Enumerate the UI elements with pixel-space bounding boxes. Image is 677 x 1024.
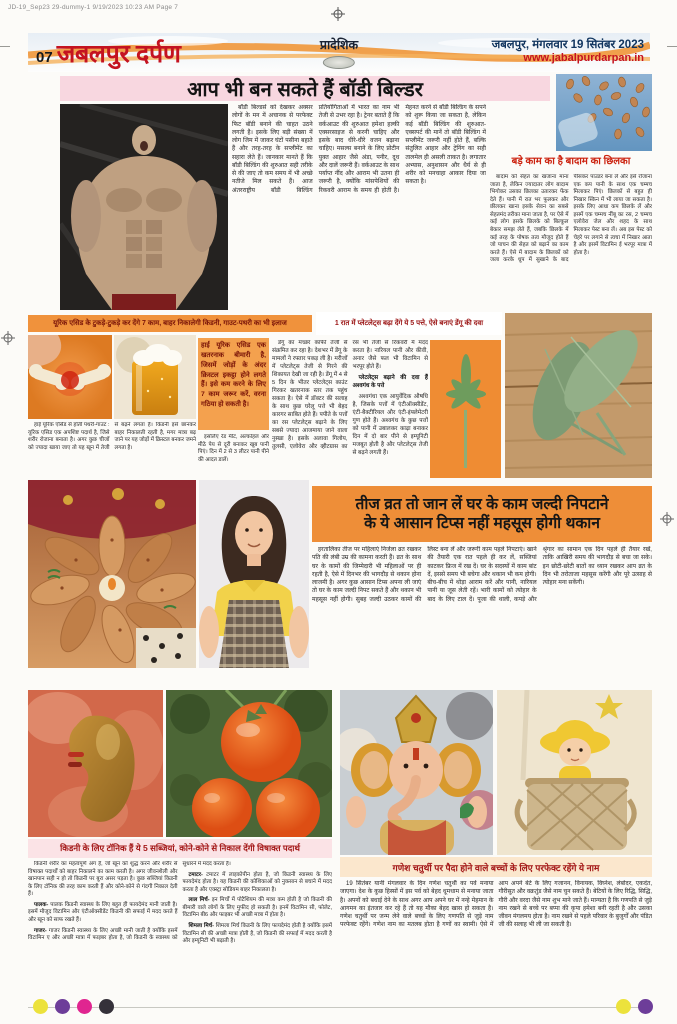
section-title: प्रादेशिक (319, 38, 359, 52)
almond-body-text: बादाम को सेहत का खजाना माना जाता है, लेकिन ज्यादातर लोग बादाम भिगोकर उसका छिलका उतारकर फेंक देते हैं। पानी में रात भर फूलकर और छीलकर खाना इसके सेवन का सबसे सेहतमंद तरीका माना जाता है, पर ऐसे में कई लोग इसके छिलके को बिल्कुल बेकार समझ लेते हैं, जबकि छिलके में कई तरह के पोषक तत्व मौजूद होते हैं जो पाचन की सेहत को बढ़ाने का काम करते हैं। ऐसे में बादाम के छिलकों को जला करके धूप में सुखाने के बाद पीसकर पाउडर बना लें और इसे रोजाना एक कप पानी के साथ एक चम्मच मिलाकर पिएं। छिलकों से बहुत ही निखार स्किन में भी लाया जा सकता है। इसके लिए आधा कप छिलके लें और इसमें एक चम्मच नींबू का रस, 2 चम्मच एलोवेरा जेल और शहद के साथ मिलाकर पेस्ट बना लें। अब इस पेस्ट को चेहरे पर लगाने से त्वचा में निखार आता है और इसमें विटामिन ई भरपूर मात्रा में होता है। (490, 174, 652, 264)
dengue-body-text: डेंगू का मच्छर काफी तेजी से संक्रमित कर रहा है। देशभर में डेंगू के मामलों ने रफ्तार पकड़ ली है। मरीजों में प्लेटलेट्स तेजी से गिरने की शिकायत देखी जा रही है। डेंगू में 4 से 5 दिन के भीतर प्लेटलेट्स काउंट गिरकर खतरनाक स्तर तक पहुंच सकता है। ऐसे में डॉक्टर की सलाह के साथ कुछ घरेलू पत्ते भी बेहद कारगर साबित होते हैं। पपीते के पत्तों का रस प्लेटलेट्स बढ़ाने के लिए सबसे ज्यादा आजमाया जाने वाला नुस्खा है। इसके अलावा गिलोय, तुलसी, एलोवेरा और व्हीटग्रास का रस भी तेजी से रिकवरी में मदद करता है। नारियल पानी और कीवी, अनार जैसे फल भी विटामिन से भरपूर होते हैं। प्लेटलेट्स बढ़ाने की दवा हैं अश्वगंध के पत्ते अश्वगंधा एक आयुर्वेदिक औषधि है, जिसके पत्तों में एंटीऑक्सीडेंट, एंटी-बैक्टीरियल और एंटी-इंफ्लेमेटरी गुण होते हैं। अश्वगंध के कुछ पत्तों को पानी में उबालकर काढ़ा बनाकर दिन में दो बार पीने से इम्यूनिटी मजबूत होती है और प्लेटलेट्स तेजी से बढ़ने लगती हैं। (272, 340, 428, 456)
bottom-rule-line (28, 1007, 652, 1008)
registration-dot-magenta-left (77, 999, 92, 1014)
crop-mark-left (0, 46, 10, 47)
bodybuilder-photo (60, 104, 228, 310)
almond-photo (556, 74, 652, 151)
joint-illustration-photo (28, 335, 112, 419)
crop-mark-right (667, 46, 677, 47)
ganesh-headline: गणेश चतुर्थी पर पैदा होने वाले बच्चों के लिए परफेक्ट रहेंगे ये नाम (340, 857, 652, 877)
ganesh-idol-photo (340, 690, 493, 855)
registration-mark-left (1, 331, 15, 345)
print-info-line: JD-19_Sep23 29-dummy-1 9/19/2023 10:23 AM Page 7 (8, 4, 179, 11)
leaves-on-wood-photo (505, 313, 652, 478)
bodybuilder-body-text: बॉडी बिल्डर्स को देखकर अक्सर लोगों के मन में अचानक से परफेक्ट फिट बॉडी बनाने की चाहत उठने लगती है। इसके लिए बड़ी संख्या में लोग जिम में जाकर घंटों पसीना बहाते हैं और तरह-तरह के सप्लीमेंट का सहारा लेते हैं। जानकार मानते हैं कि बॉडी बिल्डिंग की शुरुआत सही तरीके से की जाए तो कम समय में भी अच्छे नतीजे मिल सकते हैं। आज अंतरराष्ट्रीय बॉडी बिल्डिंग प्रतियोगिताओं में भारत का नाम भी तेजी से उभर रहा है। ट्रेनर बताते हैं कि वर्कआउट की शुरुआत हमेशा हल्की एक्सरसाइज से करनी चाहिए और इसके बाद धीरे-धीरे वजन बढ़ाना चाहिए। मसल्स बनाने के लिए प्रोटीन युक्त आहार जैसे अंडा, पनीर, दूध और दालें जरूरी हैं। वर्कआउट के साथ पर्याप्त नींद और आराम भी उतना ही जरूरी है, क्योंकि मांसपेशियों की रिकवरी आराम के समय ही होती है। मेहनत करने से बॉडी बिल्डिंग के सपने को शुरू किया जा सकता है, लेकिन कई बॉडी बिल्डिंग की शुरुआत-एक्सपर्ट की मानें तो बॉडी बिल्डिंग में सप्लीमेंट जरूरी नहीं होते हैं, बल्कि संतुलित आहार और ट्रेनिंग का सही तालमेल ही असली ताकत है। लगातार अभ्यास, अनुशासन और धैर्य से ही शरीर को मनचाहा आकार दिया जा सकता है। (232, 105, 486, 194)
uric-strip-headline: यूरिक एसिड के टुकड़े-टुकड़े कर देंगे 7 काम, बाहर निकालेगी किडनी, गाउट-पथरी का भी इलाज (28, 315, 312, 332)
tomatoes-photo (166, 690, 332, 837)
registration-mark-side (660, 512, 674, 526)
registration-dot-black-left (99, 999, 114, 1014)
registration-dot-purple-right (638, 999, 653, 1014)
teej-headline-line1: तीज व्रत तो जान लें घर के काम जल्दी निपटाने (355, 495, 609, 513)
uric-highlight-box: हाई यूरिक एसिड एक खतरनाक बीमारी है, जिसमें जोड़ों के अंदर क्रिस्टल इकट्ठा होने लगते हैं। इसे कम करने के लिए 7 काम जरूर करें, वरना गठिया हो सकती है। (198, 338, 269, 430)
registration-dot-purple-left (55, 999, 70, 1014)
uric-body-text-2: इसलिए रेड मीट, अल्कोहल और मीठे पेय से दूरी बनाकर खूब पानी पिएं। दिन में 2 से 3 लीटर पानी पीने की आदत डालें। (198, 434, 269, 463)
paper-emblem (323, 56, 355, 69)
kidney-illustration-photo (28, 690, 163, 837)
almond-headline: बड़े काम का है बादाम का छिलका (511, 156, 631, 167)
ganesh-body-text: 19 सितंबर यानी मंगलवार के दिन गणेश चतुर्थी का पर्व मनाया जाएगा। देश के कुछ हिस्सों में इस पर्व को बेहद धूमधाम से मनाया जाता है। अपनों को बधाई देने के साथ अगर आप अपने घर में नन्हे मेहमान के आगमन का इंतजार कर रहे हैं तो यह मौका बेहद खास हो सकता है। गणेश चतुर्थी पर जन्म लेने वाले बच्चों के लिए गणपति से जुड़े नाम परफेक्ट रहेंगे। गणेश नाम का मतलब होता है गणों का स्वामी। ऐसे में आप अपने बेटे के लिए गजानन, विनायक, विघ्नेश, लंबोदर, एकदंत, गौरीसुत और वक्रतुंड जैसे नाम चुन सकते हैं। बेटियों के लिए रिद्धि, सिद्धि, गौरी और वरदा जैसे नाम शुभ माने जाते हैं। मान्यता है कि गणपति से जुड़े नाम रखने से बच्चे पर बप्पा की कृपा हमेशा बनी रहती है और उसका जीवन मंगलमय होता है। नाम रखने से पहले परिवार के बुजुर्गों और पंडित जी की सलाह भी ली जा सकती है। (340, 881, 652, 929)
date-line: जबलपुर, मंगलवार 19 सितंबर 2023 (491, 39, 644, 51)
registration-mark-top (331, 7, 345, 21)
papaya-leaf-photo (430, 340, 501, 478)
page-number: 07 (36, 49, 53, 66)
teej-headline (312, 486, 652, 542)
kidney-body-text: किडनी शरीर का महत्वपूर्ण अंग है, जो खून को शुद्ध करने और शरीर से विषाक्त पदार्थों को बाहर निकालने का काम करती है। अगर जीवनशैली और खानपान सही न हो तो किडनी पर बुरा असर पड़ता है। कुछ सब्जियां किडनी के लिए टॉनिक की तरह काम करती हैं और कोने-कोने से गंदगी निकाल देती हैं। पालक- पालक किडनी स्वास्थ्य के लिए बहुत ही फायदेमंद मानी जाती है। इसमें मौजूद विटामिन और एंटीऑक्सीडेंट किडनी की सफाई में मदद करते हैं और खून को साफ रखते हैं। गाजर- गाजर किडनी स्वास्थ्य के लिए अच्छी मानी जाती है क्योंकि इसमें विटामिन ए और अच्छी मात्रा में फाइबर होता है, जो किडनी के स्वास्थ्य को सुधारने में मदद करता है। टमाटर- टमाटर में लाइकोपीन होता है, जो किडनी स्वास्थ्य के लिए फायदेमंद होता है। यह किडनी की कोशिकाओं को नुकसान से बचाने में मदद करता है और एक्स्ट्रा सोडियम बाहर निकालता है। लाल मिर्च- इन मिर्चों में पोटैशियम की मात्रा कम होती है जो किडनी की बीमारी वाले लोगों के लिए मुफीद हो सकती है। इनमें विटामिन सी, फोलेट, विटामिन बी6 और फाइबर भी अच्छी मात्रा में होता है। शिमला मिर्च- शिमला मिर्च किडनी के लिए फायदेमंद होती है क्योंकि इसमें विटामिन सी की अच्छी मात्रा होती है, जो किडनी की सफाई में मदद करती है और इम्यूनिटी भी बढ़ाती है। (28, 861, 332, 945)
mehendi-hands-photo (28, 480, 196, 668)
teej-headline-line2: के ये आसान टिप्स नहीं महसूस होगी थकान (364, 515, 600, 532)
uric-body-text: हाई यूरिक एसिड से होती पथरी-गाउट : यूरिक एसिड एक अपशिष्ट पदार्थ है, जिसे शरीर रोजाना बनाता है। अगर कुछ चीजों को ज्यादा खाया जाए तो यह खून में तेजी से बढ़ने लगता है। किडनी इसे छानकर बाहर निकालती रहती है, मगर मात्रा बढ़ जाने पर यह जोड़ों में क्रिस्टल बनकर जमने लगता है। (28, 422, 196, 451)
paper-name: जबलपुर दर्पण (56, 40, 181, 68)
teej-body-text: हरतालिका तीज पर महिलाएं निर्जला व्रत रखकर पति की लंबी उम्र की कामना करती हैं। व्रत के साथ घर के कामों की जिम्मेदारी भी महिलाओं पर ही रहती है, ऐसे में दिनभर की भागदौड़ से थकान होना लाजमी है। अगर कुछ आसान टिप्स अपना ली जाएं तो घर के काम जल्दी निपट सकते हैं और थकान भी महसूस नहीं होगी। सुबह जल्दी उठकर कामों की लिस्ट बना लें और जरूरी काम पहले निपटाएं। खाने की तैयारी एक रात पहले ही कर लें, सब्जियां काटकर फ्रिज में रख दें। घर के सदस्यों में काम बांट दें, इससे समय भी बचेगा और थकान भी कम होगी। बीच-बीच में थोड़ा आराम करें और पानी, नारियल पानी या जूस लेती रहें। भारी कामों को त्योहार के बाद के लिए टाल दें। पूजा की थाली, कपड़े और श्रृंगार का सामान एक दिन पहले ही तैयार रखें, ताकि आखिरी समय की भागदौड़ से बचा जा सके। इन छोटी-छोटी बातों का ध्यान रखकर आप व्रत के दिन भी तरोताजा महसूस करेंगी और पूरे उत्साह से त्योहार मना सकेंगी। (312, 547, 652, 603)
website-url: www.jabalpurdarpan.in (523, 52, 644, 64)
bodybuilder-headline: आप भी बन सकते हैं बॉडी बिल्डर (60, 76, 550, 101)
registration-dot-yellow-left (33, 999, 48, 1014)
registration-dot-yellow-right (616, 999, 631, 1014)
dengue-headline: 1 रात में प्लेटलेट्स बढ़ा देंगे ये 5 पत्ते, ऐसे बनाएं डेंगू की दवा (316, 312, 502, 335)
baby-photo (497, 690, 652, 855)
woman-portrait-photo (199, 480, 309, 668)
masthead (28, 33, 650, 72)
dengue-subhead: प्लेटलेट्स बढ़ाने की दवा हैं अश्वगंध के पत्ते (352, 374, 428, 389)
beer-glass-photo (114, 335, 196, 419)
kidney-headline: किडनी के लिए टॉनिक हैं ये 5 सब्जियां, कोने-कोने से निकाल देंगी विषाक्त पदार्थ (28, 839, 332, 858)
